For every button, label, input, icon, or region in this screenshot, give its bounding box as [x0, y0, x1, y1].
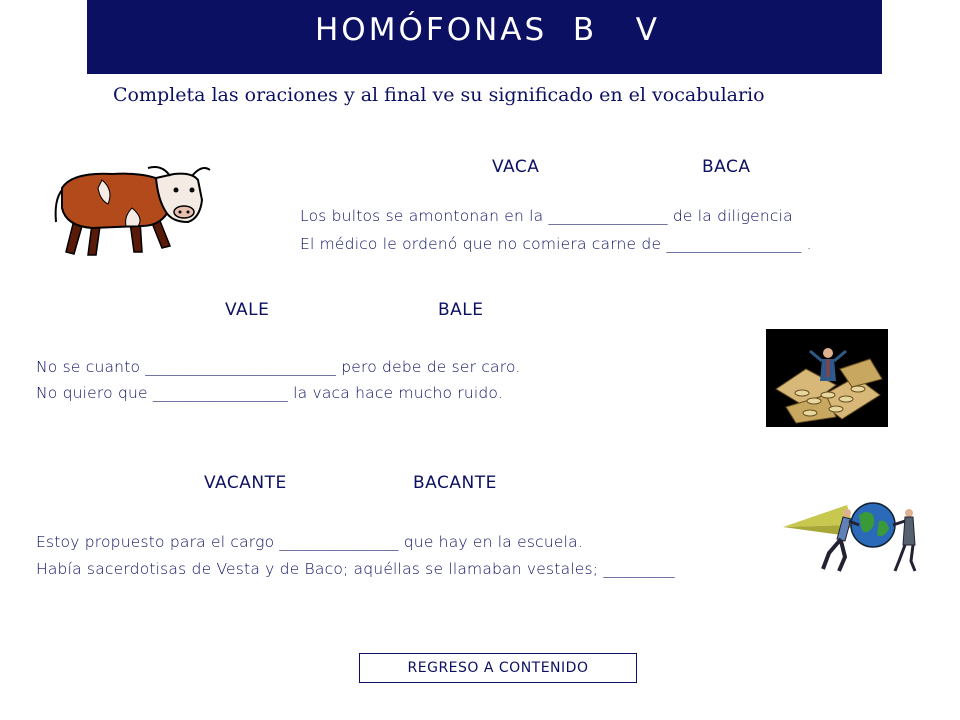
globe-people-illustration [783, 495, 923, 575]
word-option-vale: VALE [225, 300, 270, 320]
sentence-3-1: Estoy propuesto para el cargo _______________ que hay en la escuela. [36, 533, 583, 551]
page-title: HOMÓFONAS B V [315, 12, 660, 48]
instruction-text: Completa las oraciones y al final ve su significado en el vocabulario [113, 84, 765, 106]
word-option-vacante: VACANTE [204, 473, 287, 493]
sentence-3-2: Había sacerdotisas de Vesta y de Baco; aquéllas se llamaban vestales; _________ [36, 560, 675, 578]
word-option-bale: BALE [438, 300, 484, 320]
word-option-bacante: BACANTE [413, 473, 497, 493]
title-banner [87, 0, 882, 74]
back-to-contents-button[interactable]: REGRESO A CONTENIDO [359, 653, 637, 683]
sentence-2-2: No quiero que _________________ la vaca hace mucho ruido. [36, 384, 503, 402]
sentence-1-1: Los bultos se amontonan en la _______________ de la diligencia [300, 207, 793, 225]
money-pile-illustration [766, 329, 888, 427]
word-option-baca: BACA [702, 157, 751, 177]
sentence-2-1: No se cuanto ________________________ pero debe de ser caro. [36, 358, 521, 376]
sentence-1-2: El médico le ordenó que no comiera carne de _________________ . [300, 235, 812, 253]
word-option-vaca: VACA [492, 157, 540, 177]
bull-illustration [52, 160, 212, 260]
